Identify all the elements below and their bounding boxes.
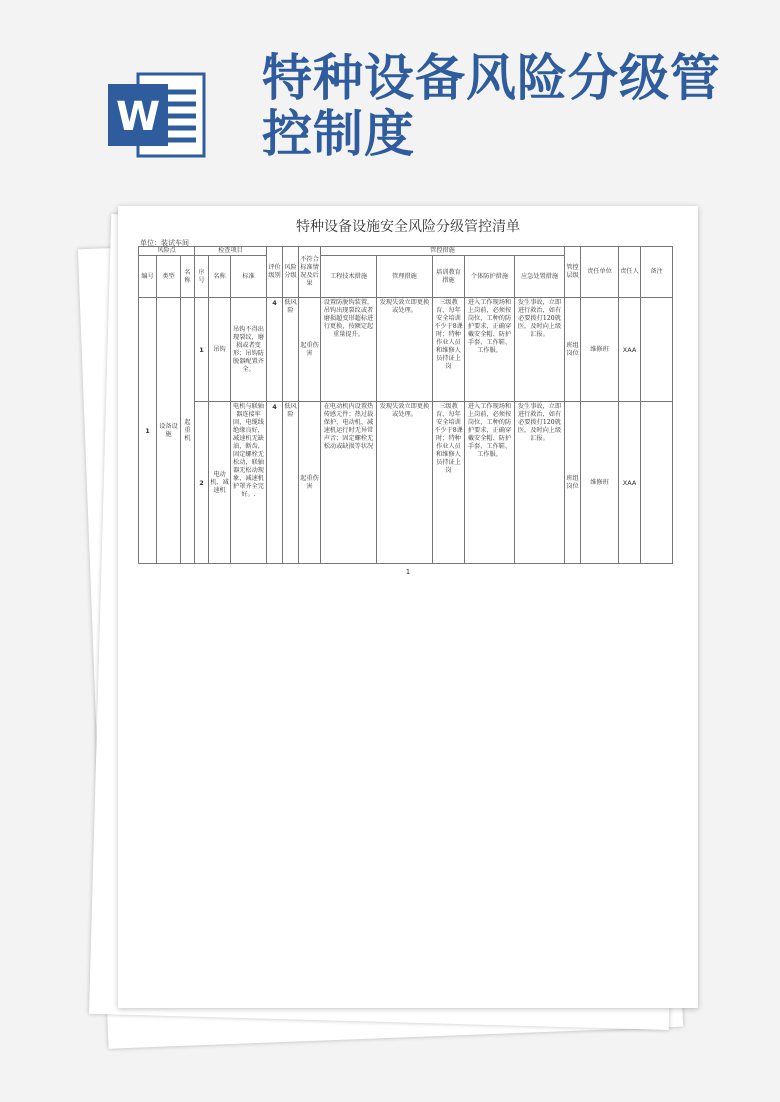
- row-ctrl-level: 班组岗位: [565, 402, 581, 564]
- header-remarks: 备注: [641, 247, 673, 298]
- group-no: 1: [139, 298, 157, 564]
- header-mingcheng: 名称: [181, 256, 195, 298]
- row-consequence: 起重伤害: [299, 402, 321, 564]
- row-standard: 电机与联轴器连接牢固，电缆线绝缘良好，减速机无缺油，断齿，固定螺栓无松动，联轴器无松动现象，减速机护罩齐全完好。.: [231, 402, 267, 564]
- header-risk-point: 风险点: [139, 247, 195, 256]
- header-check-item: 检查项目: [195, 247, 267, 256]
- group-type: 设备设施: [157, 298, 181, 564]
- row-ppe: 进入工作现场和上岗前，必须按岗位，工种的防护要求，正确穿戴安全帽、防护手套、工作鞋、工作服。: [465, 402, 515, 564]
- header-item-name: 名称: [209, 256, 231, 298]
- page-number: 1: [405, 568, 411, 576]
- row-ppe: 进入工作现场和上岗前，必须按岗位，工种的防护要求，正确穿戴安全帽、防护手套、工作鞋、工作服。: [465, 298, 515, 402]
- header-standard: 标准: [231, 256, 267, 298]
- row-remarks: [641, 298, 673, 402]
- row-remarks: [641, 402, 673, 564]
- risk-control-table: [138, 246, 672, 562]
- row-resp-person: XAA: [619, 298, 641, 402]
- header-resp-unit: 责任单位: [581, 247, 619, 298]
- header-bianhao: 编号: [139, 256, 157, 298]
- row-eval: 4: [267, 298, 283, 402]
- row-training: 三级教育，每年安全培训不少于8课时；特种作业人员和维修人员持证上岗: [433, 298, 465, 402]
- document-page: [118, 206, 698, 1008]
- row-resp-person: XAA: [619, 402, 641, 564]
- table-row: [139, 298, 673, 402]
- row-training: 三级教育，每年安全培训不少于8课时；特种作业人员和维修人员持证上岗: [433, 402, 465, 564]
- word-icon-letter: W: [115, 94, 161, 140]
- word-icon: [108, 70, 208, 160]
- header-ctrl-level: 管控层级: [565, 247, 581, 298]
- row-no: 1: [195, 298, 209, 402]
- header-control: 管控措施: [321, 247, 565, 256]
- header-risk-level: 风险分级: [283, 247, 299, 298]
- row-ctrl-level: 班组岗位: [565, 298, 581, 402]
- header-nonconform: 不符合标准情况及后果: [299, 247, 321, 298]
- table-row: [139, 402, 673, 564]
- row-emergency: 发生事故，立即进行救治，如有必要拨打120就医，及时向上级汇报。: [515, 402, 565, 564]
- row-no: 2: [195, 402, 209, 564]
- header-resp-person: 责任人: [619, 247, 641, 298]
- row-management: 发现失效立即更换或处理。: [377, 298, 433, 402]
- row-name: 吊钩: [209, 298, 231, 402]
- row-risk: 低风险: [283, 402, 299, 564]
- header-emergency: 应急处置措施: [515, 256, 565, 298]
- header-engineering: 工程技术措施: [321, 256, 377, 298]
- header-xuhao: 序号: [195, 256, 209, 298]
- row-eval: 4: [267, 402, 283, 564]
- row-resp-unit: 维修班: [581, 402, 619, 564]
- header-training: 培训教育措施: [433, 256, 465, 298]
- row-standard: 吊钩不得出现裂纹，磨损或者变形；吊钩防脱器配置齐全。: [231, 298, 267, 402]
- row-engineering: 在电动机内设置热传感元件；热过载保护，电动机、减速机运行时无异常声音；固定螺栓无松动或缺损等状况: [321, 402, 377, 564]
- row-consequence: 起重伤害: [299, 298, 321, 402]
- row-emergency: 发生事故，立即进行救治，如有必要拨打120就医，及时向上级汇报。: [515, 298, 565, 402]
- group-name: 起重机: [181, 298, 195, 564]
- header-leixing: 类型: [157, 256, 181, 298]
- document-title: 特种设备设施安全风险分级管控清单: [296, 219, 520, 235]
- header-eval-level: 评价级别: [267, 247, 283, 298]
- unit-label: 单位：装试车间: [140, 239, 189, 247]
- header-management: 管理措施: [377, 256, 433, 298]
- row-risk: 低风险: [283, 298, 299, 402]
- row-name: 电动机、减速机: [209, 402, 231, 564]
- row-engineering: 设置防脱钩装置，吊钩出现裂纹或者磨损超变形超标进行更换，按额定起重量提升。: [321, 298, 377, 402]
- row-management: 发现失效立即更换或处理。: [377, 402, 433, 564]
- header-ppe: 个体防护措施: [465, 256, 515, 298]
- page-title: 特种设备风险分级管控制度: [262, 49, 721, 163]
- row-resp-unit: 维修班: [581, 298, 619, 402]
